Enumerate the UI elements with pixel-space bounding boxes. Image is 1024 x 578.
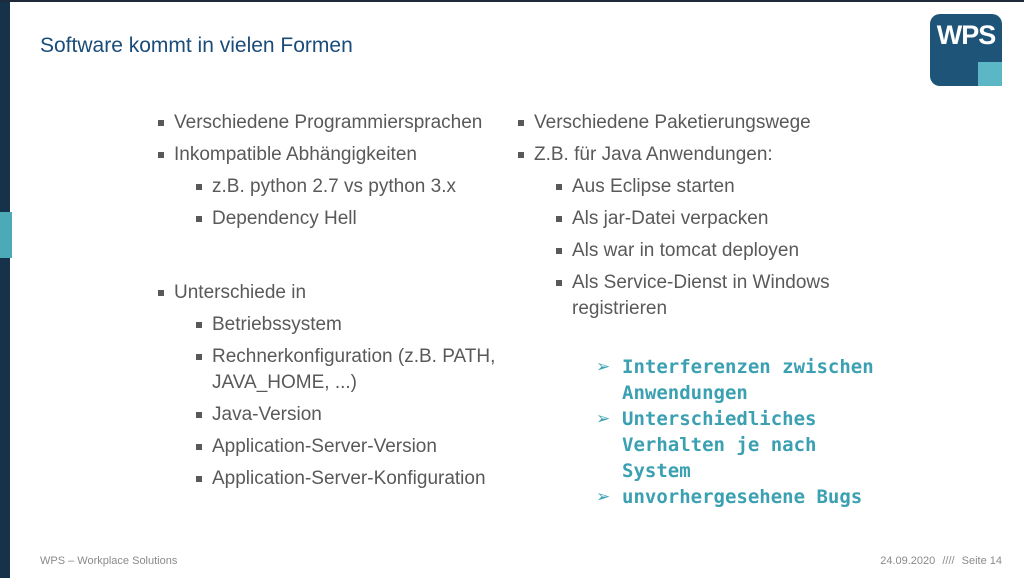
left-column [158, 110, 508, 498]
list-item: Verschiedene Programmiersprachen [158, 110, 508, 136]
square-bullet-icon [196, 476, 202, 482]
list-item: Aus Eclipse starten [556, 174, 898, 200]
spacer [158, 238, 508, 280]
arrow-bullet-icon: ➢ [596, 409, 611, 429]
square-bullet-icon [196, 184, 202, 190]
list-item: Z.B. für Java Anwendungen: [518, 142, 898, 168]
list-item: Betriebssystem [196, 312, 508, 338]
list-item: Rechnerkonfiguration (z.B. PATH, JAVA_HOME, ...) [196, 344, 508, 396]
conclusions-list [596, 354, 896, 510]
square-bullet-icon [556, 184, 562, 190]
list-item: Als jar-Datei verpacken [556, 206, 898, 232]
square-bullet-icon [158, 290, 164, 296]
footer-date: 24.09.2020 [880, 555, 936, 567]
arrow-bullet-icon: ➢ [596, 487, 611, 507]
list-item: Unterschiede in [158, 280, 508, 306]
list-item: Verschiedene Paketierungswege [518, 110, 898, 136]
list-item: Dependency Hell [196, 206, 508, 232]
footer-meta [876, 555, 1002, 567]
square-bullet-icon [556, 280, 562, 286]
conclusion-item: ➢ unvorhergesehene Bugs [596, 486, 863, 508]
footer-company: WPS – Workplace Solutions [40, 555, 178, 567]
list-item: Als war in tomcat deployen [556, 238, 898, 264]
square-bullet-icon [556, 216, 562, 222]
list-item: Application-Server-Version [196, 434, 508, 460]
logo-text: WPS [936, 20, 996, 50]
logo-square [978, 62, 1002, 86]
square-bullet-icon [518, 120, 524, 126]
square-bullet-icon [196, 354, 202, 360]
list-item: Application-Server-Konfiguration [196, 466, 508, 492]
wps-logo [930, 14, 1002, 86]
list-item: Inkompatible Abhängigkeiten [158, 142, 508, 168]
square-bullet-icon [158, 152, 164, 158]
footer-page-number: Seite 14 [961, 555, 1002, 567]
left-accent-marker [0, 212, 12, 258]
right-column [518, 110, 898, 328]
square-bullet-icon [556, 248, 562, 254]
square-bullet-icon [196, 322, 202, 328]
square-bullet-icon [196, 412, 202, 418]
list-item: Als Service-Dienst in Windows registrieren [556, 270, 898, 322]
square-bullet-icon [518, 152, 524, 158]
arrow-bullet-icon: ➢ [596, 357, 611, 377]
list-item: Java-Version [196, 402, 508, 428]
square-bullet-icon [158, 120, 164, 126]
conclusion-item: ➢ Unterschiedliches Verhalten je nach System [596, 408, 817, 482]
square-bullet-icon [196, 216, 202, 222]
left-accent-bar [0, 2, 10, 578]
slide-title: Software kommt in vielen Formen [40, 34, 353, 57]
list-item: z.B. python 2.7 vs python 3.x [196, 174, 508, 200]
conclusion-item: ➢ Interferenzen zwischen Anwendungen [596, 356, 874, 404]
footer-separator: //// [942, 555, 955, 567]
square-bullet-icon [196, 444, 202, 450]
